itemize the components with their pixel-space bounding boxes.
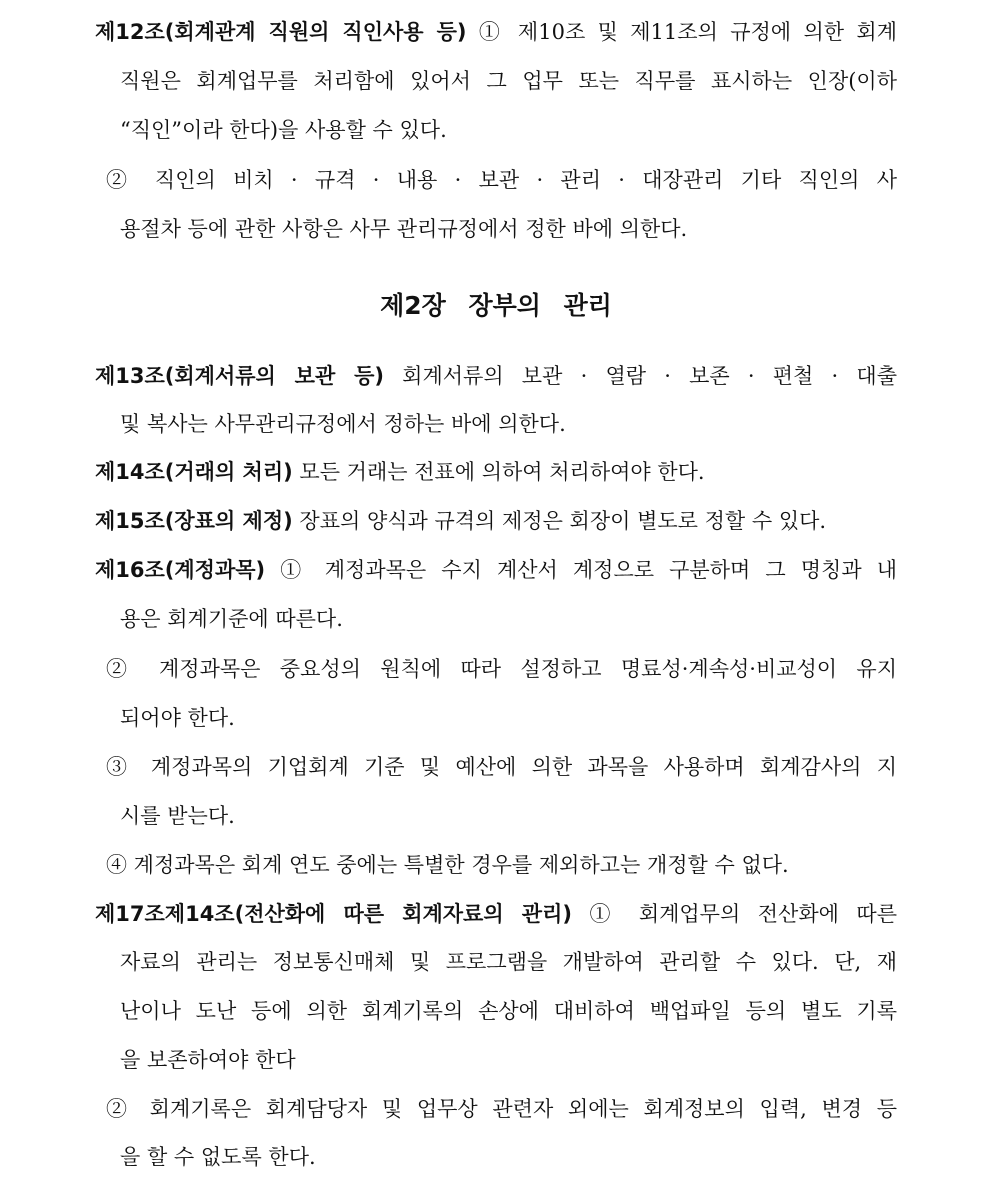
chapter-2-title: 제2장 장부의 관리 (380, 291, 612, 320)
article-12-text-1: ① 제10조 및 제11조의 규정에 의한 회계 (466, 20, 897, 44)
article-17-line-3: 난이나 도난 등에 의한 회계기록의 손상에 대비하여 백업파일 등의 별도 기록 (120, 999, 897, 1023)
article-16-para-2-line-1: ② 계정과목은 중요성의 원칙에 따라 설정하고 명료성·계속성·비교성이 유지 (106, 657, 897, 681)
article-12-para-2-line-2: 용절차 등에 관한 사항은 사무 관리규정에서 정한 바에 의한다. (120, 217, 688, 241)
article-17-text-1: ① 회계업무의 전산화에 따른 (571, 902, 897, 926)
article-16-para-2-line-2: 되어야 한다. (120, 706, 235, 730)
article-15-text-1: 장표의 양식과 규격의 제정은 회장이 별도로 정할 수 있다. (292, 509, 827, 533)
article-16-para-3-line-1: ③ 계정과목의 기업회계 기준 및 예산에 의한 과목을 사용하며 회계감사의 지 (106, 755, 897, 779)
article-17-heading: 제17조제14조(전산화에 따른 회계자료의 관리) (95, 902, 572, 926)
article-13-heading: 제13조(회계서류의 보관 등) (95, 364, 384, 388)
article-14-heading: 제14조(거래의 처리) (95, 460, 293, 484)
article-14-text-1: 모든 거래는 전표에 의하여 처리하여야 한다. (292, 460, 705, 484)
article-13-line-2: 및 복사는 사무관리규정에서 정하는 바에 의한다. (120, 412, 566, 436)
article-16-text-1: ① 계정과목은 수지 계산서 계정으로 구분하며 그 명칭과 내 (265, 558, 897, 582)
article-14-line-1 (95, 458, 705, 486)
article-16-para-3-line-2: 시를 받는다. (120, 804, 235, 828)
article-12-line-2: 직원은 회계업무를 처리함에 있어서 그 업무 또는 직무를 표시하는 인장(이하 (120, 69, 897, 93)
article-12-line-3: “직인”이라 한다)을 사용할 수 있다. (120, 118, 447, 142)
article-16-line-1 (95, 556, 897, 584)
article-16-heading: 제16조(계정과목) (95, 558, 266, 582)
article-17-line-4: 을 보존하여야 한다 (120, 1048, 296, 1072)
article-17-para-2-line-1: ② 회계기록은 회계담당자 및 업무상 관련자 외에는 회계정보의 입력, 변경 등 (106, 1097, 897, 1121)
article-17-line-2: 자료의 관리는 정보통신매체 및 프로그램을 개발하여 관리할 수 있다. 단, 재 (120, 950, 897, 974)
article-15-heading: 제15조(장표의 제정) (95, 509, 293, 533)
article-16-line-2: 용은 회계기준에 따른다. (120, 607, 343, 631)
article-15-line-1 (95, 507, 826, 535)
article-13-text-1: 회계서류의 보관 · 열람 · 보존 · 편철 · 대출 (383, 364, 897, 388)
article-17-line-1 (95, 900, 897, 928)
article-12-line-1 (95, 18, 897, 46)
article-12-heading: 제12조(회계관계 직원의 직인사용 등) (95, 20, 467, 44)
article-12-para-2-line-1: ② 직인의 비치 · 규격 · 내용 · 보관 · 관리 · 대장관리 기타 직인의 사 (106, 168, 897, 192)
article-13-line-1 (95, 362, 897, 390)
article-17-para-2-line-2: 을 할 수 없도록 한다. (120, 1145, 316, 1169)
article-16-para-4-line-1: ④ 계정과목은 회계 연도 중에는 특별한 경우를 제외하고는 개정할 수 없다. (106, 853, 789, 877)
